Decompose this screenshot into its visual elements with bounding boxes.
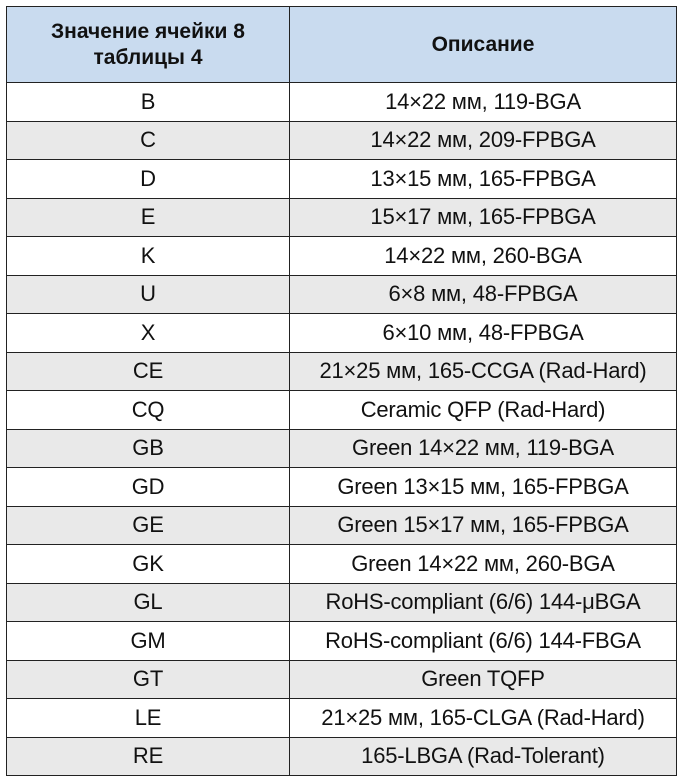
table-row bbox=[7, 160, 677, 199]
table-row bbox=[7, 429, 677, 468]
table-row bbox=[7, 352, 677, 391]
cell-description: 14×22 мм, 209-FPBGA bbox=[290, 121, 677, 160]
table-row bbox=[7, 468, 677, 507]
cell-description: Green 13×15 мм, 165-FPBGA bbox=[290, 468, 677, 507]
cell-description: 13×15 мм, 165-FPBGA bbox=[290, 160, 677, 199]
cell-description: 6×10 мм, 48-FPBGA bbox=[290, 314, 677, 353]
cell-code: GB bbox=[7, 429, 290, 468]
table-row bbox=[7, 737, 677, 776]
table-row bbox=[7, 506, 677, 545]
cell-code: C bbox=[7, 121, 290, 160]
cell-code: GE bbox=[7, 506, 290, 545]
package-code-table bbox=[6, 6, 677, 776]
table-row bbox=[7, 198, 677, 237]
table-row bbox=[7, 314, 677, 353]
cell-code: GL bbox=[7, 583, 290, 622]
cell-description: RoHS-compliant (6/6) 144-FBGA bbox=[290, 622, 677, 661]
table-row bbox=[7, 275, 677, 314]
cell-code: GM bbox=[7, 622, 290, 661]
cell-code: GK bbox=[7, 545, 290, 584]
table-row bbox=[7, 237, 677, 276]
cell-description: Ceramic QFP (Rad-Hard) bbox=[290, 391, 677, 430]
cell-description: RoHS-compliant (6/6) 144-μBGA bbox=[290, 583, 677, 622]
cell-code: LE bbox=[7, 699, 290, 738]
table-row bbox=[7, 121, 677, 160]
cell-description: 21×25 мм, 165-CCGA (Rad-Hard) bbox=[290, 352, 677, 391]
table-row bbox=[7, 699, 677, 738]
cell-code: GT bbox=[7, 660, 290, 699]
table-row bbox=[7, 83, 677, 122]
cell-description: 6×8 мм, 48-FPBGA bbox=[290, 275, 677, 314]
cell-code: X bbox=[7, 314, 290, 353]
cell-code: B bbox=[7, 83, 290, 122]
header-code-column: Значение ячейки 8 таблицы 4 bbox=[7, 7, 290, 83]
cell-description: Green 14×22 мм, 119-BGA bbox=[290, 429, 677, 468]
cell-description: 165-LBGA (Rad-Tolerant) bbox=[290, 737, 677, 776]
cell-code: CQ bbox=[7, 391, 290, 430]
cell-code: U bbox=[7, 275, 290, 314]
cell-description: 14×22 мм, 260-BGA bbox=[290, 237, 677, 276]
header-description-column: Описание bbox=[290, 7, 677, 83]
table-row bbox=[7, 391, 677, 430]
cell-description: 21×25 мм, 165-CLGA (Rad-Hard) bbox=[290, 699, 677, 738]
cell-code: D bbox=[7, 160, 290, 199]
cell-code: RE bbox=[7, 737, 290, 776]
cell-description: 15×17 мм, 165-FPBGA bbox=[290, 198, 677, 237]
table-body bbox=[7, 83, 677, 776]
cell-code: E bbox=[7, 198, 290, 237]
cell-description: Green 14×22 мм, 260-BGA bbox=[290, 545, 677, 584]
cell-code: K bbox=[7, 237, 290, 276]
table-row bbox=[7, 622, 677, 661]
table-row bbox=[7, 583, 677, 622]
cell-code: CE bbox=[7, 352, 290, 391]
table-header-row bbox=[7, 7, 677, 83]
table-row bbox=[7, 545, 677, 584]
cell-description: 14×22 мм, 119-BGA bbox=[290, 83, 677, 122]
cell-code: GD bbox=[7, 468, 290, 507]
cell-description: Green 15×17 мм, 165-FPBGA bbox=[290, 506, 677, 545]
table-row bbox=[7, 660, 677, 699]
cell-description: Green TQFP bbox=[290, 660, 677, 699]
package-code-table-container bbox=[6, 6, 676, 776]
